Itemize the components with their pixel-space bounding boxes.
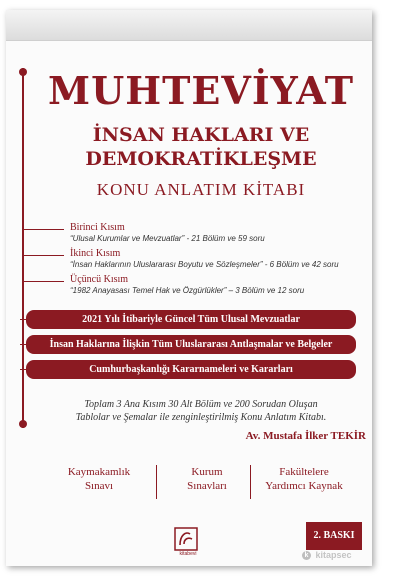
audience-item (258, 465, 350, 493)
part-item (70, 274, 370, 296)
part-name: İkinci Kısım (70, 248, 121, 259)
cover-top-band (6, 10, 372, 41)
part-item (70, 248, 370, 270)
summary-line: Toplam 3 Ana Kısım 30 Alt Bölüm ve 200 Sorudan Oluşan (84, 399, 318, 410)
cover-subtitle-line1: İNSAN HAKLARI VE (92, 124, 310, 146)
audience-divider (156, 465, 157, 499)
cover-subtitle-line2: DEMOKRATİKLEŞME (85, 148, 317, 170)
book-summary (46, 398, 356, 424)
book-cover (6, 10, 372, 566)
watermark-text: kitapsec (315, 550, 352, 560)
bar-connector (20, 369, 26, 370)
publisher-name: kitabevi (179, 551, 197, 557)
audience-item (58, 465, 140, 493)
bar-connector (20, 319, 26, 320)
audience-line: Sınavları (187, 480, 227, 492)
audience-item (172, 465, 242, 493)
feature-bar (26, 360, 356, 379)
summary-line: Tablolar ve Şemalar ile zenginleştirilmiş Konu Anlatım Kitabı. (75, 412, 327, 423)
part-description: “İnsan Haklarının Uluslararası Boyutu ve Sözleşmeler” - 6 Bölüm ve 42 soru (70, 260, 339, 269)
cover-subtitle-line3: KONU ANLATIM KİTABI (96, 180, 306, 199)
part-connector (22, 229, 64, 230)
part-connector (22, 255, 64, 256)
part-description: “1982 Anayasası Temel Hak ve Özgürlükler” – 3 Bölüm ve 12 soru (70, 286, 305, 295)
audience-line: Sınavı (84, 480, 114, 492)
publisher-logo-icon (174, 527, 198, 551)
bar-connector (20, 344, 26, 345)
audience-line: Fakültelere (279, 466, 329, 478)
watermark-logo-icon: k (302, 551, 311, 560)
watermark (302, 550, 372, 564)
feature-bar-label: 2021 Yılı İtibariyle Güncel Tüm Ulusal Mevzuatlar (82, 314, 300, 325)
part-item (70, 222, 370, 244)
cover-timeline-line (22, 68, 24, 428)
part-connector (22, 281, 64, 282)
feature-bar-label: İnsan Haklarına İlişkin Tüm Uluslararası Antlaşmalar ve Belgeler (49, 339, 333, 350)
part-name: Üçüncü Kısım (70, 274, 129, 285)
audience-divider (250, 465, 251, 499)
audience-line: Kaymakamlık (67, 466, 131, 478)
timeline-top-dot (19, 68, 27, 76)
author-name: Av. Mustafa İlker TEKİR (245, 430, 366, 442)
feature-bar (26, 310, 356, 329)
timeline-bottom-dot (19, 420, 27, 428)
part-description: “Ulusal Kurumlar ve Mevzuatlar” - 21 Bölüm ve 59 soru (70, 234, 265, 243)
audience-line: Yardımcı Kaynak (265, 480, 343, 492)
audience-line: Kurum (191, 466, 223, 478)
cover-title: MUHTEVİYAT (48, 68, 354, 113)
feature-bar-label: Cumhurbaşkanlığı Kararnameleri ve Kararları (89, 364, 293, 375)
feature-bar (26, 335, 356, 354)
part-name: Birinci Kısım (70, 222, 125, 233)
edition-badge: 2. BASKI (306, 522, 362, 550)
